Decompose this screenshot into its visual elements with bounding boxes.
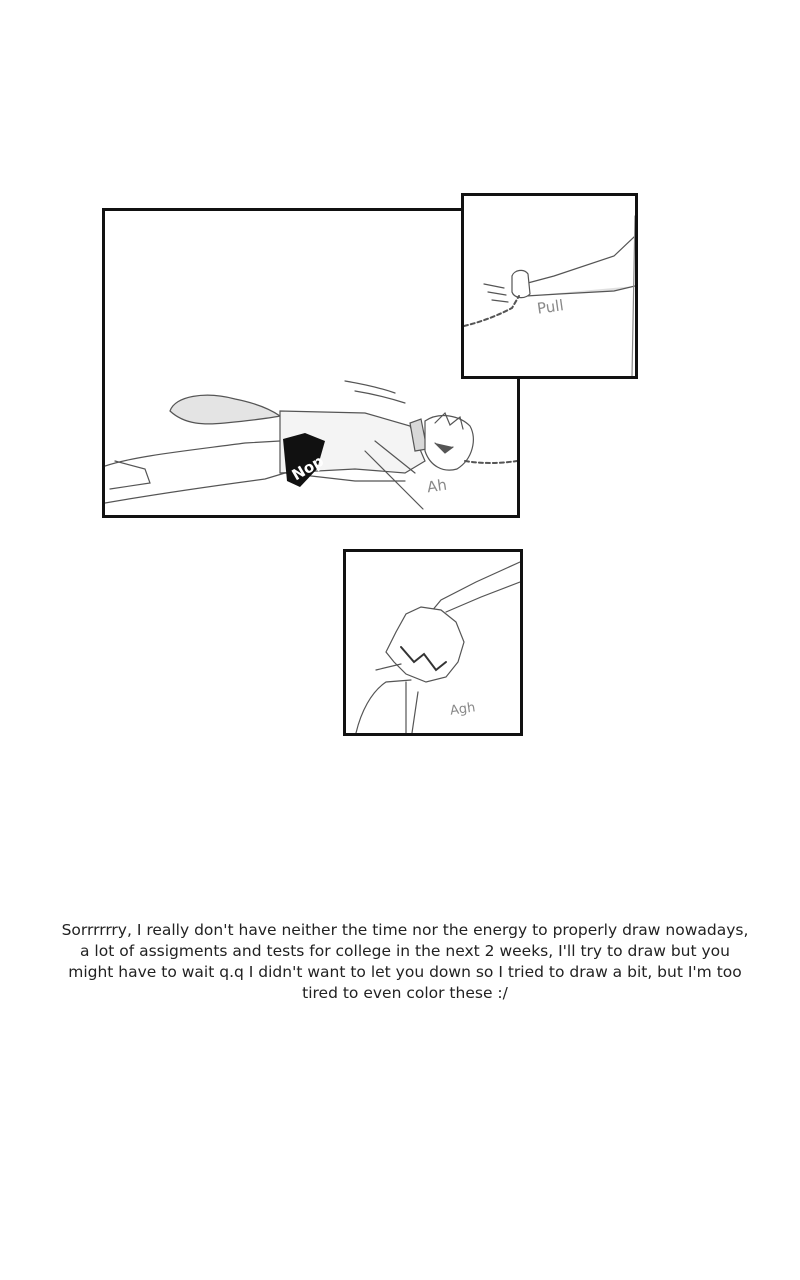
comic-panel-drag (102, 208, 520, 518)
sfx-agh: Agh (449, 700, 477, 719)
comic-panel-pull (461, 193, 638, 379)
sfx-nop: Nop (288, 451, 327, 485)
author-note: Sorrrrrry, I really don't have neither the time nor the energy to properly draw nowadays, a lot of assigments and tests for college in the next 2 weeks, I'll try to draw but you might have to wait q.q I didn't want to let you down so I tried to draw a bit, but I'm too tired to even color these :/ (61, 920, 749, 1002)
grab-illustration (346, 552, 520, 733)
comic-panel-grab (343, 549, 523, 736)
sfx-pull: Pull (535, 296, 565, 318)
pull-illustration (464, 196, 635, 376)
sfx-ah: Ah (425, 475, 448, 497)
